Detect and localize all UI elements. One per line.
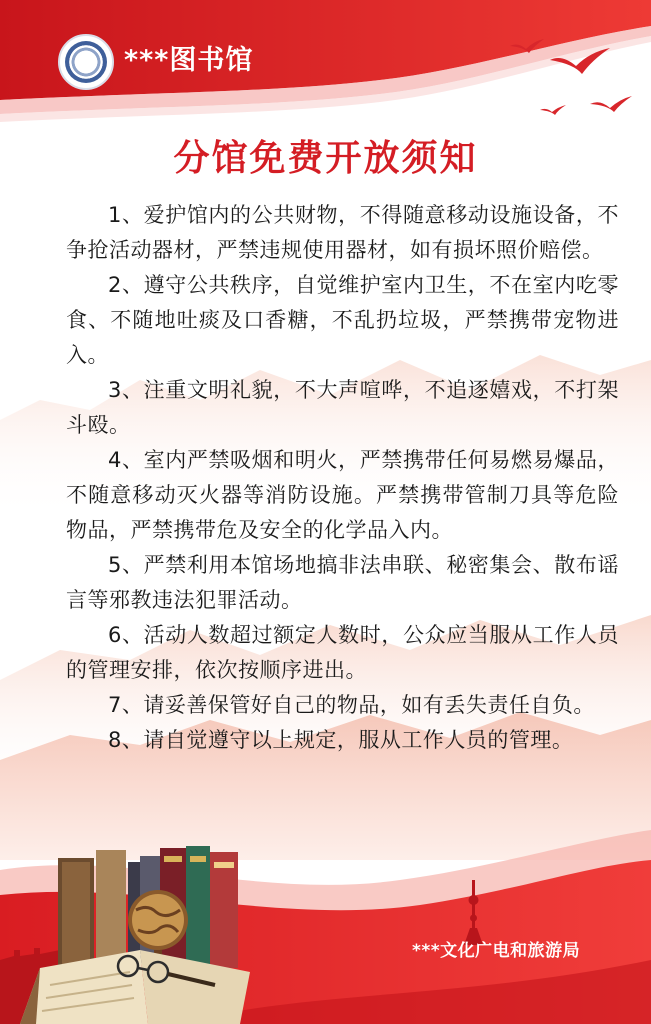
rule-item: 4、室内严禁吸烟和明火，严禁携带任何易燃易爆品，不随意移动灭火器等消防设施。严禁携带管制刀具等危险物品，严禁携带危及安全的化学品入内。 [66, 448, 619, 542]
rule-item: 3、注重文明礼貌，不大声喧哗，不追逐嬉戏，不打架斗殴。 [66, 378, 619, 437]
rule-item: 6、活动人数超过额定人数时，公众应当服从工作人员的管理安排，依次按顺序进出。 [66, 623, 619, 682]
rule-item: 8、请自觉遵守以上规定，服从工作人员的管理。 [108, 728, 574, 752]
rule-item: 7、请妥善保管好自己的物品，如有丢失责任自负。 [108, 693, 595, 717]
rule-item: 5、严禁利用本馆场地搞非法串联、秘密集会、散布谣言等邪教违法犯罪活动。 [66, 553, 619, 612]
library-seal-icon [65, 41, 107, 83]
library-logo [58, 34, 114, 90]
rule-item: 1、爱护馆内的公共财物，不得随意移动设施设备，不争抢活动器材，严禁违规使用器材，如有损坏照价赔偿。 [66, 203, 619, 262]
issuer-name: ***文化广电和旅游局 [412, 941, 581, 961]
library-name: ***图书馆 [124, 45, 254, 76]
notice-title: 分馆免费开放须知 [173, 138, 478, 179]
rule-item: 2、遵守公共秩序，自觉维护室内卫生，不在室内吃零食、不随地吐痰及口香糖，不乱扔垃圾，严禁携带宠物进入。 [66, 273, 619, 367]
rules-list [66, 198, 619, 758]
